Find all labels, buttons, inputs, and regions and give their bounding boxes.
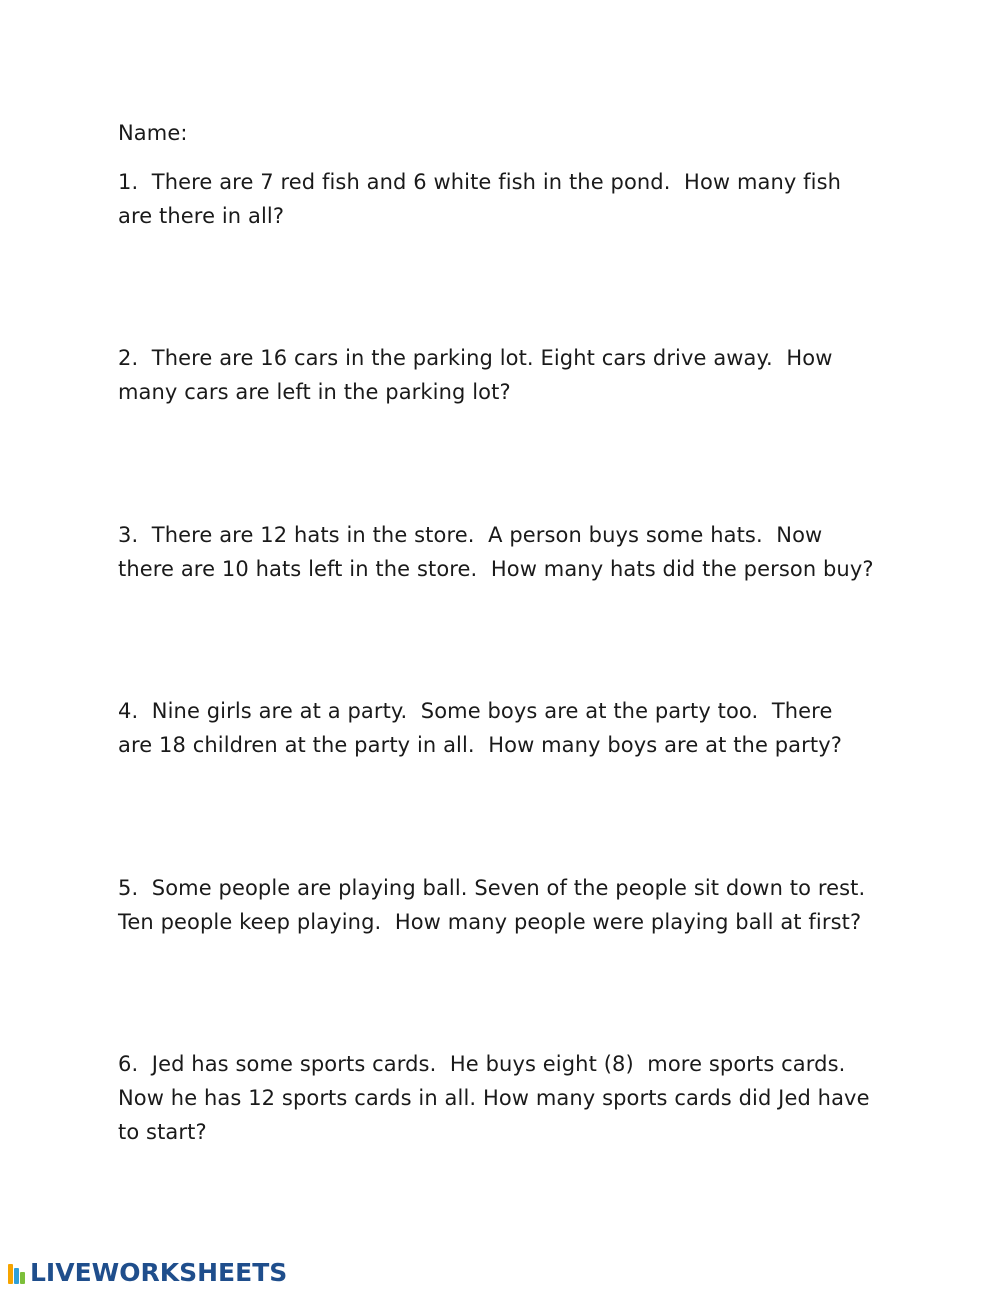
question-5-line-2: Ten people keep playing. How many people were playing ball at first?	[118, 910, 862, 934]
question-2-line-2: many cars are left in the parking lot?	[118, 380, 511, 404]
question-6	[118, 1047, 870, 1149]
question-5-line-1: 5. Some people are playing ball. Seven of the people sit down to rest.	[118, 876, 866, 900]
liveworksheets-logo	[8, 1258, 287, 1288]
question-6-line-2: Now he has 12 sports cards in all. How many sports cards did Jed have	[118, 1086, 870, 1110]
question-4-line-1: 4. Nine girls are at a party. Some boys are at the party too. There	[118, 699, 833, 723]
question-1-line-1: 1. There are 7 red fish and 6 white fish in the pond. How many fish	[118, 170, 842, 194]
question-6-line-1: 6. Jed has some sports cards. He buys eight (8) more sports cards.	[118, 1052, 846, 1076]
logo-bar-blue	[14, 1268, 19, 1284]
logo-bar-orange	[8, 1264, 13, 1284]
liveworksheets-logo-icon	[8, 1262, 28, 1284]
logo-bar-green	[20, 1272, 25, 1284]
question-5	[118, 871, 865, 939]
question-4	[118, 694, 842, 762]
question-2	[118, 341, 833, 409]
question-1-line-2: are there in all?	[118, 204, 285, 228]
name-label: Name:	[118, 121, 188, 145]
question-4-line-2: are 18 children at the party in all. How many boys are at the party?	[118, 733, 842, 757]
question-3-line-2: there are 10 hats left in the store. How many hats did the person buy?	[118, 557, 874, 581]
question-3	[118, 518, 874, 586]
question-2-line-1: 2. There are 16 cars in the parking lot. Eight cars drive away. How	[118, 346, 833, 370]
question-1	[118, 165, 841, 233]
question-3-line-1: 3. There are 12 hats in the store. A person buys some hats. Now	[118, 523, 823, 547]
logo-text: LIVEWORKSHEETS	[30, 1258, 288, 1287]
question-6-line-3: to start?	[118, 1120, 207, 1144]
